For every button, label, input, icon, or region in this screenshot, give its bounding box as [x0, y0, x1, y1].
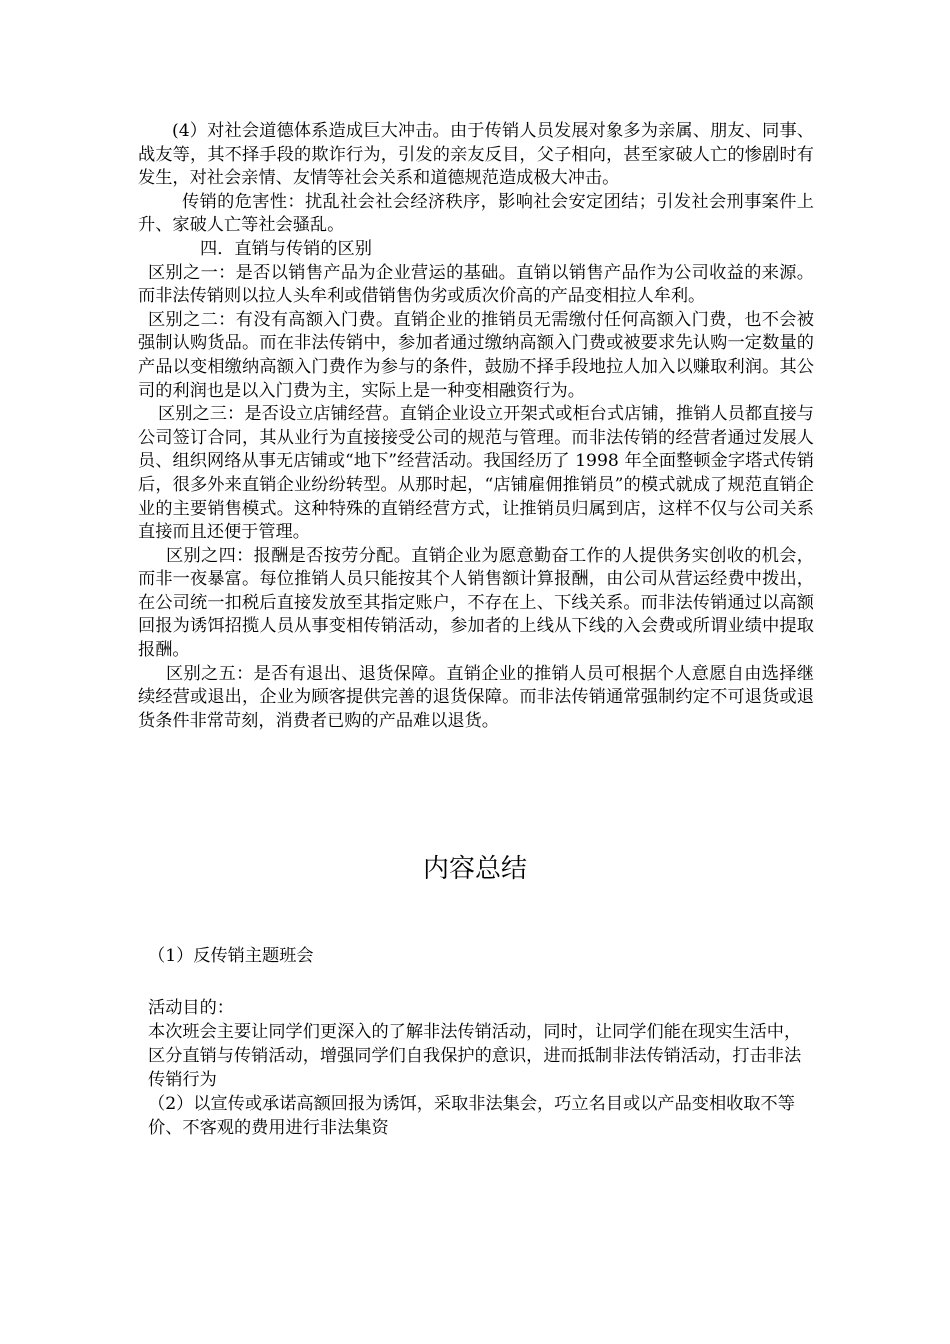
- body-text: [138, 120, 814, 733]
- summary-item-1: [148, 944, 808, 968]
- section-heading-differences: 四．直销与传销的区别: [200, 238, 372, 259]
- paragraph-difference-1: 区别之一：是否以销售产品为企业营运的基础。直销以销售产品作为公司收益的来源。而非法传销则以拉人头牟利或借销售伪劣或质次价高的产品变相拉人牟利。: [138, 262, 814, 307]
- paragraph-difference-3: 区别之三：是否设立店铺经营。直销企业设立开架式或柜台式店铺，推销人员都直接与公司签订合同，其从业行为直接接受公司的规范与管理。而非法传销的经营者通过发展人员、组织网络从事无店铺或“地下”经营活动。我国经历了 1998 年全面整顿金字塔式传销后，很多外来直销企业纷纷转型。从那时起，“店铺雇佣推销员”的模式就成了规范直销企业的主要销售模式。这种特殊的直销经营方式，让推销员归属到店，这样不仅与公司关系直接而且还便于管理。: [138, 404, 814, 543]
- paragraph-difference-2: 区别之二：有没有高额入门费。直销企业的推销员无需缴付任何高额入门费，也不会被强制认购货品。而在非法传销中，参加者通过缴纳高额入门费或被要求先认购一定数量的产品以变相缴纳高额入门费作为参与的条件，鼓励不择手段地拉人加入以赚取利润。其公司的利润也是以入门费为主，实际上是一种变相融资行为。: [138, 309, 814, 401]
- summary-item-2: （2）以宣传或承诺高额回报为诱饵，采取非法集会，巧立名目或以产品变相收取不等价、不客观的费用进行非法集资: [148, 1094, 795, 1138]
- paragraph-social-impact: (4）对社会道德体系造成巨大冲击。由于传销人员发展对象多为亲属、朋友、同事、战友等，其不择手段的欺诈行为，引发的亲友反目，父子相向，甚至家破人亡的惨剧时有发生，对社会亲情、友情等社会关系和道德规范造成极大冲击。: [138, 121, 814, 189]
- paragraph-harm-summary: 传销的危害性：扰乱社会社会经济秩序，影响社会安定团结；引发社会刑事案件上升、家破人亡等社会骚乱。: [138, 191, 814, 236]
- paragraph-difference-4: 区别之四：报酬是否按劳分配。直销企业为愿意勤奋工作的人提供务实创收的机会，而非一夜暴富。每位推销人员只能按其个人销售额计算报酬，由公司从营运经费中拨出，在公司统一扣税后直接发放至其指定账户，不存在上、下线关系。而非法传销通过以高额回报为诱饵招揽人员从事变相传销活动，参加者的上线从下线的入会费或所谓业绩中提取报酬。: [138, 545, 814, 661]
- summary-item-1-text: （1）反传销主题班会: [148, 946, 314, 966]
- summary-title: 内容总结: [422, 854, 527, 884]
- goal-label: 活动目的：: [148, 998, 234, 1018]
- summary-goal: [148, 996, 808, 1140]
- goal-text: 本次班会主要让同学们更深入的了解非法传销活动，同时，让同学们能在现实生活中，区分直销与传销活动，增强同学们自我保护的意识，进而抵制非法传销活动，打击非法传销行为: [148, 1022, 802, 1090]
- paragraph-difference-5: 区别之五：是否有退出、退货保障。直销企业的推销人员可根据个人意愿自由选择继续经营或退出，企业为顾客提供完善的退货保障。而非法传销通常强制约定不可退货或退货条件非常苛刻，消费者已购的产品难以退货。: [138, 663, 814, 731]
